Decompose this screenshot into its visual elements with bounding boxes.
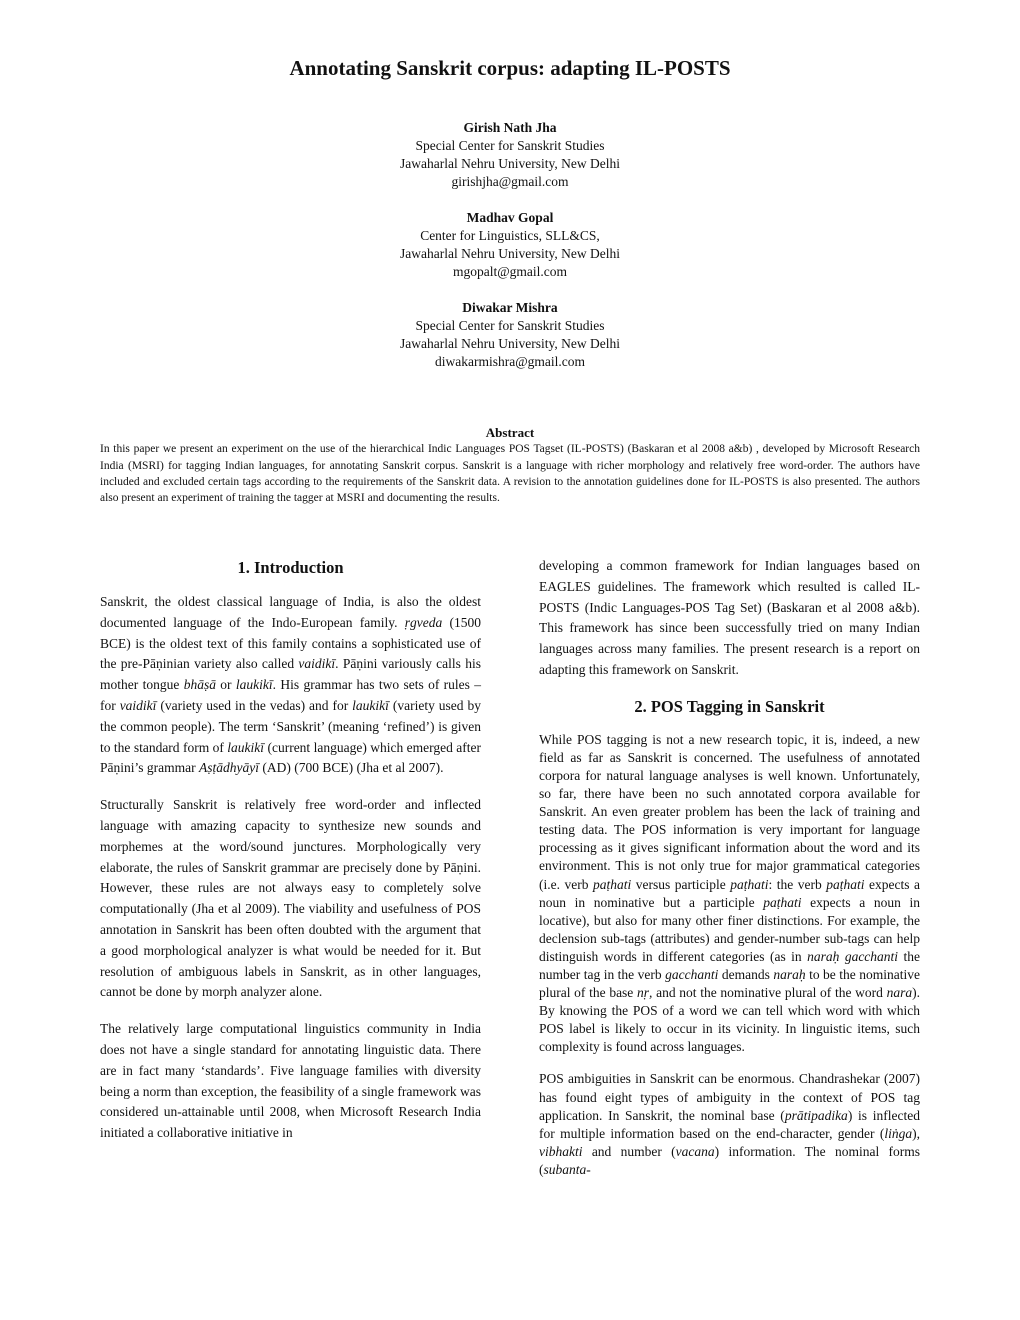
italic-term: ṛgveda (404, 614, 443, 630)
author-block-2 (0, 209, 1020, 281)
italic-term: paṭhati (592, 876, 632, 892)
abstract (100, 425, 920, 506)
paragraph-intro-2: Structurally Sanskrit is relatively free word-order and inflected language with amazing capacity to synthesize new sounds and morphemes at the word/sound junctures. Morphologically very elaborate, the rules of Sanskrit grammar are precisely done by Pāṇini. However, these rules are not always easy to completely solve computationally (Jha et al 2009). The viability and usefulness of POS annotation in Sanskrit has been often doubted with the argument that a good morphological analyzer is what would be needed for it. But resolution of ambiguous labels in Sanskrit, as in other languages, cannot be done by morph analyzer alone. (100, 797, 481, 1000)
paragraph-intro-1: Sanskrit, the oldest classical language of India, is also the oldest documented language of the Indo-European family. ṛgveda (1500 BCE) is the oldest text of this family contains a sophisticated use of the pre-Pāṇinian variety also called vaidikī. Pāṇini variously calls his mother tongue bhāṣā or laukikī. His grammar has two sets of rules – for vaidikī (variety used in the vedas) and for laukikī (variety used by the common people). The term ‘Sanskrit’ (meaning ‘refined’) is given to the standard form of laukikī (current language) which emerged after Pāṇini’s grammar Aṣṭādhyāyī (AD) (700 BCE) (Jha et al 2007). (100, 594, 482, 776)
italic-term: Aṣṭādhyāyī (198, 760, 259, 776)
italic-term: laukikī (352, 697, 389, 713)
italic-term: naraḥ (773, 967, 806, 982)
author-name: Madhav Gopal (466, 210, 554, 225)
author-email: girishjha@gmail.com (451, 174, 569, 189)
author-block-1 (0, 119, 1020, 191)
abstract-heading: Abstract (485, 425, 535, 440)
abstract-text: In this paper we present an experiment on the use of the hierarchical Indic Languages POS Tagset (IL-POSTS) (Baskaran et al 2008 a&b) , developed by Microsoft Research India (MSRI) for tagging Indian languages, for annotating Sanskrit corpus. Sanskrit is a language with richer morphology and relatively free word-order. The authors have included and excluded certain tags according to the requirements of the Sanskrit data. A revision to the annotation guidelines done for IL-POSTS is also presented. The authors also present an experiment of training the tagger at MSRI and documenting the results. (100, 443, 920, 505)
author-affiliation: Special Center for Sanskrit Studies (415, 318, 605, 333)
author-affiliation: Jawaharlal Nehru University, New Delhi (400, 156, 620, 171)
italic-term: naraḥ gacchanti (807, 948, 899, 964)
italic-term: vibhakti (539, 1143, 583, 1159)
italic-term: nṛ, (637, 985, 653, 1001)
author-block-3 (0, 299, 1020, 371)
paragraph-pos-2: POS ambiguities in Sanskrit can be enormous. Chandrashekar (2007) has found eight types of ambiguity in the context of POS tag application. In Sanskrit, the nominal base (prātipadika) is inflected for multiple information based on the end-character, gender (liṅga), vibhakti and number (vacana) information. The nominal forms (subanta- (539, 1071, 920, 1177)
paragraph-intro-3: The relatively large computational linguistics community in India does not have a single standard for annotating linguistic data. There are in fact many ‘standards’. Five language families with diversity being a norm than exception, the feasibility of a single framework was considered un-attainable until 2008, when Microsoft Research India initiated a collaborative initiative in (100, 1021, 481, 1141)
right-column (539, 556, 920, 1179)
italic-term: liṅga (884, 1125, 913, 1141)
paper-title: Annotating Sanskrit corpus: adapting IL-POSTS (289, 56, 731, 80)
italic-term: vacana (675, 1143, 715, 1159)
paragraph-pos-1: While POS tagging is not a new research topic, it is, indeed, a new field as far as Sanskrit is concerned. The usefulness of annotated corpora for natural language analyses is well known. Unfortunately, so far, there have been no such annotated corpora available for Sanskrit. An even greater problem has been the lack of training and testing data. The POS information is very important for language processing as it gives significant information about the word and its environment. This is not only true for major grammatical categories (i.e. verb paṭhati versus participle paṭhati: the verb paṭhati expects a noun in nominative but a participle paṭhati expects a noun in locative), but also for many other finer distinctions. For example, the declension sub-tags (attributes) and gender-number sub-tags can help distinguish words in different categories (as in naraḥ gacchanti the number tag in the verb gacchanti demands naraḥ to be the nominative plural of the base nṛ, and not the nominative plural of the word nara). By knowing the POS of a word we can tell which word with which POS label is likely to occur in its vicinity. In linguistic items, such complexity is found across languages. (539, 731, 921, 1055)
author-name: Diwakar Mishra (462, 300, 558, 315)
italic-term: paṭhati (826, 876, 865, 892)
author-affiliation: Jawaharlal Nehru University, New Delhi (400, 246, 620, 261)
author-name: Girish Nath Jha (463, 120, 557, 135)
italic-term: laukikī (235, 677, 273, 693)
author-email: mgopalt@gmail.com (452, 264, 568, 279)
italic-term: vaidikī (119, 697, 157, 713)
italic-term: nara (886, 985, 913, 1001)
section-heading-pos-tagging: 2. POS Tagging in Sanskrit (634, 696, 825, 716)
italic-term: gacchanti (665, 967, 719, 982)
author-affiliation: Jawaharlal Nehru University, New Delhi (400, 336, 620, 351)
italic-term: bhāṣā (183, 677, 216, 693)
author-email: diwakarmishra@gmail.com (434, 354, 586, 369)
left-column (100, 558, 481, 1144)
italic-term: paṭhati (763, 894, 802, 910)
italic-term: paṭhati (730, 876, 769, 892)
section-heading-introduction: 1. Introduction (237, 558, 344, 577)
italic-term: subanta- (543, 1161, 591, 1177)
author-affiliation: Center for Linguistics, SLL&CS, (420, 228, 600, 243)
italic-term: prātipadika (784, 1107, 848, 1123)
author-affiliation: Special Center for Sanskrit Studies (415, 138, 605, 153)
italic-term: laukikī (227, 739, 265, 755)
italic-term: vaidikī (298, 656, 336, 672)
paragraph-intro-4: developing a common framework for Indian languages based on EAGLES guidelines. The framework which resulted is called IL-POSTS (Indic Languages-POS Tag Set) (Baskaran et al 2008 a&b). This framework has since been successfully tried on many Indian languages across many families. The present research is a report on adapting this framework on Sanskrit. (539, 558, 920, 677)
